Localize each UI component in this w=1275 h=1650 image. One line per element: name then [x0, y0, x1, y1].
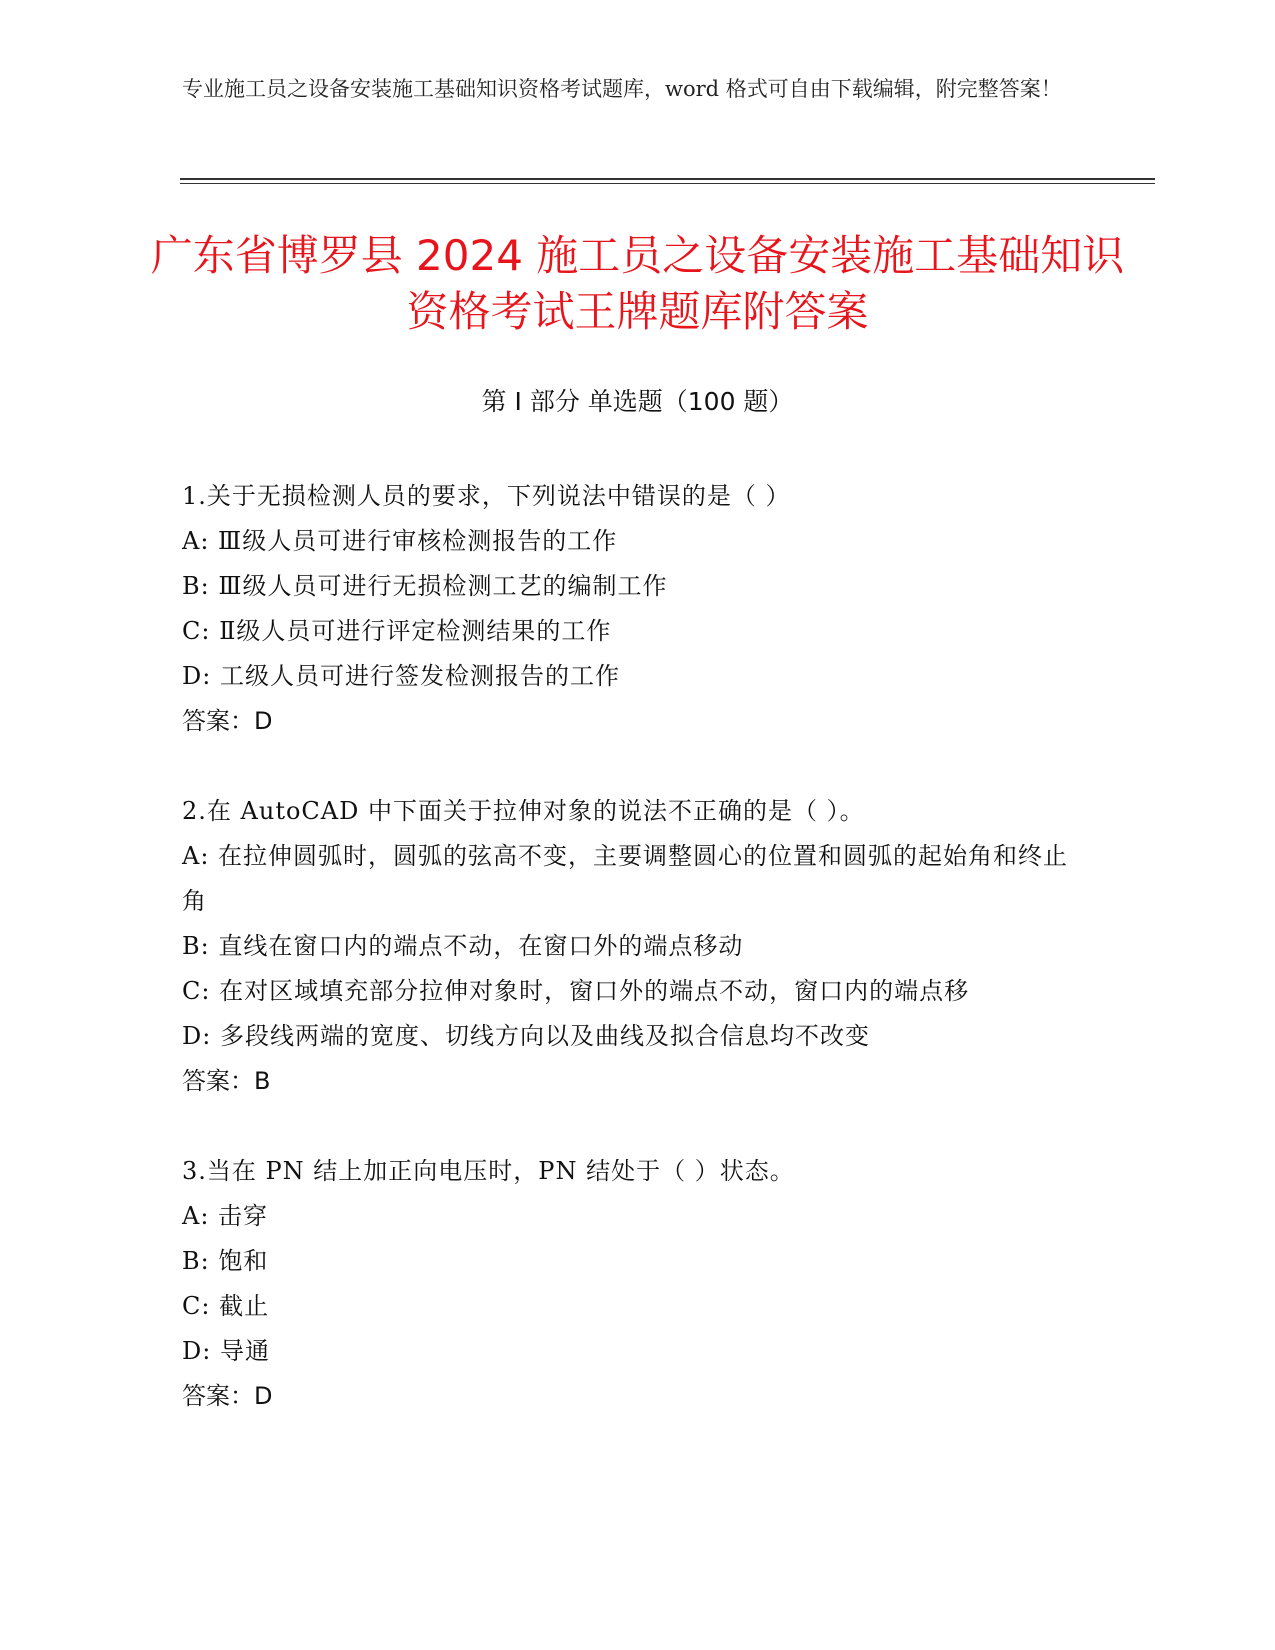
option-d: D: 导通: [182, 1337, 270, 1365]
answer: 答案：D: [182, 1382, 273, 1410]
option-a: A: 在拉伸圆弧时，圆弧的弦高不变，主要调整圆心的位置和圆弧的起始角和终止角: [182, 842, 1069, 915]
question-2: [182, 789, 1082, 1104]
answer: 答案：B: [182, 1067, 271, 1095]
option-b: B: Ⅲ级人员可进行无损检测工艺的编制工作: [182, 572, 668, 600]
question-list: [182, 474, 1082, 1464]
option-b: B: 直线在窗口内的端点不动，在窗口外的端点移动: [182, 932, 744, 960]
answer: 答案：D: [182, 707, 273, 735]
question-1: [182, 474, 1082, 744]
option-d: D: 工级人员可进行签发检测报告的工作: [182, 662, 620, 690]
option-c: C: 在对区域填充部分拉伸对象时，窗口外的端点不动，窗口内的端点移: [182, 977, 970, 1005]
header-divider-thin: [180, 183, 1155, 184]
option-c: C: 截止: [182, 1292, 270, 1320]
question-3: [182, 1149, 1082, 1419]
option-a: A: Ⅲ级人员可进行审核检测报告的工作: [182, 527, 618, 555]
option-d: D: 多段线两端的宽度、切线方向以及曲线及拟合信息均不改变: [182, 1022, 870, 1050]
option-a: A: 击穿: [182, 1202, 269, 1230]
section-title: 第 I 部分 单选题（100 题）: [481, 387, 794, 416]
question-stem: 1.关于无损检测人员的要求，下列说法中错误的是（ ）: [182, 482, 791, 510]
option-c: C: Ⅱ级人员可进行评定检测结果的工作: [182, 617, 612, 645]
option-b: B: 饱和: [182, 1247, 269, 1275]
header-note: 专业施工员之设备安装施工基础知识资格考试题库，word 格式可自由下载编辑，附完整答案！: [182, 77, 1062, 101]
question-stem: 2.在 AutoCAD 中下面关于拉伸对象的说法不正确的是（ ）。: [182, 797, 865, 825]
header-divider-thick: [180, 178, 1155, 180]
document-title: 广东省博罗县 2024 施工员之设备安装施工基础知识资格考试王牌题库附答案: [150, 231, 1125, 336]
question-stem: 3.当在 PN 结上加正向电压时，PN 结处于（ ）状态。: [182, 1157, 795, 1185]
